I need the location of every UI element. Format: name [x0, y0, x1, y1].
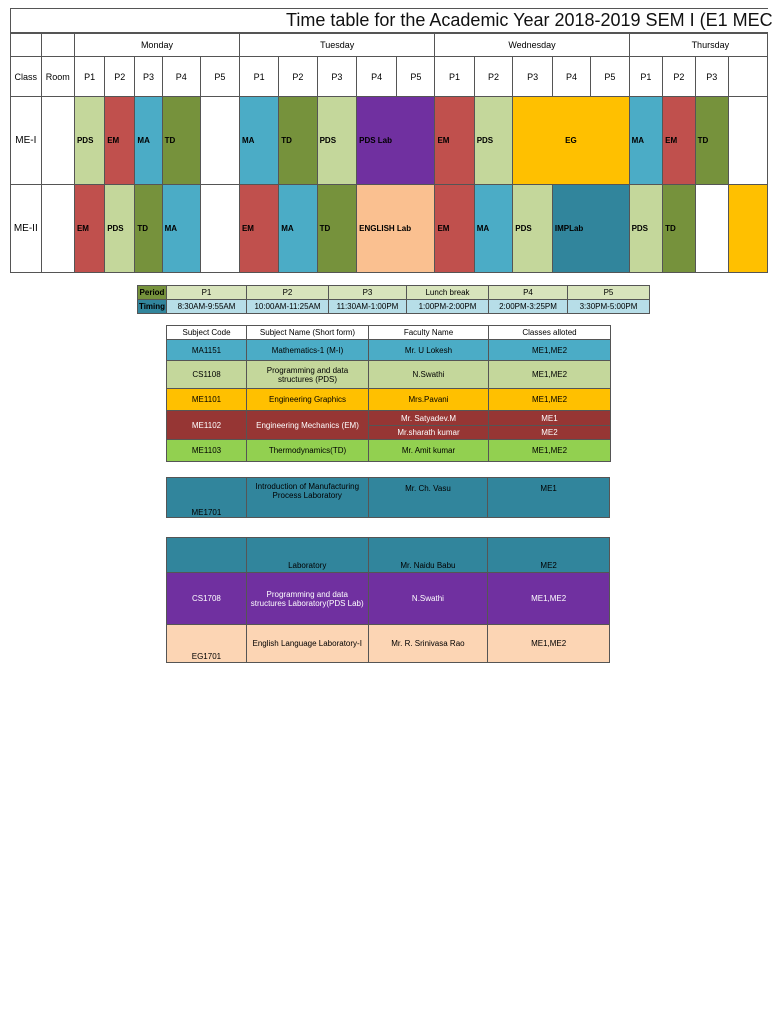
timing-value: 2:00PM-3:25PM — [489, 300, 568, 314]
subject-code: EG1701 — [167, 625, 247, 663]
classes-alloted: ME1,ME2 — [489, 361, 611, 389]
title-cell — [10, 8, 773, 33]
slot-cell: MA — [239, 97, 278, 185]
subject-code-fragment — [167, 538, 247, 573]
subject-code: ME1101 — [167, 389, 247, 411]
period-header: P1 — [74, 57, 104, 97]
period-header: P5 — [397, 57, 435, 97]
classes-alloted: ME1,ME2 — [489, 340, 611, 361]
slot-cell: TD — [317, 185, 357, 273]
period-header: P3 — [513, 57, 553, 97]
classes-alloted: ME1,ME2 — [488, 625, 610, 663]
classes-alloted: ME2 — [488, 538, 610, 573]
subject-name-continued: Laboratory — [246, 538, 368, 573]
faculty-name: N.Swathi — [369, 361, 489, 389]
day-header-wednesday: Wednesday — [435, 34, 629, 57]
class-name: ME-II — [11, 185, 42, 273]
classes-alloted: ME1,ME2 — [488, 573, 610, 625]
timing-period: P1 — [167, 286, 247, 300]
subject-header: Subject Name (Short form) — [247, 326, 369, 340]
timing-value: 1:00PM-2:00PM — [407, 300, 489, 314]
slot-cell: TD — [162, 97, 200, 185]
subject-code: MA1151 — [167, 340, 247, 361]
timing-period: P3 — [329, 286, 407, 300]
slot-cell: PDS — [513, 185, 553, 273]
faculty-name: Mr. R. Srinivasa Rao — [368, 625, 488, 663]
subject-name: Engineering Graphics — [247, 389, 369, 411]
timing-value: 8:30AM-9:55AM — [167, 300, 247, 314]
subject-table-fragment — [166, 537, 610, 663]
classes-alloted: ME1 — [488, 478, 610, 518]
subject-header: Faculty Name — [369, 326, 489, 340]
subject-code: ME1102 — [167, 411, 247, 440]
room-column-header: Room — [41, 57, 74, 97]
slot-cell: PDS — [317, 97, 357, 185]
weekly-timetable — [10, 33, 768, 273]
day-header-monday: Monday — [74, 34, 239, 57]
period-label: Period — [138, 286, 167, 300]
period-header: P4 — [552, 57, 590, 97]
timing-period: P4 — [489, 286, 568, 300]
slot-cell: MA — [162, 185, 200, 273]
class-name: ME-I — [11, 97, 42, 185]
slot-cell — [728, 185, 767, 273]
slot-cell: PDS — [105, 185, 135, 273]
subject-table-continued — [166, 550, 610, 662]
slot-cell: PDS — [474, 97, 513, 185]
period-header: P1 — [239, 57, 278, 97]
slot-cell: PDS — [74, 97, 104, 185]
period-header: P2 — [279, 57, 317, 97]
timing-label: Timing — [138, 300, 167, 314]
slot-cell: EM — [663, 97, 695, 185]
faculty-name: Mr. Satyadev.M — [369, 411, 489, 426]
subject-header: Classes alloted — [489, 326, 611, 340]
period-header: P3 — [695, 57, 728, 97]
slot-cell-empty — [728, 97, 767, 185]
period-header: P1 — [435, 57, 474, 97]
period-header: P2 — [474, 57, 513, 97]
slot-cell: MA — [279, 185, 317, 273]
subject-name: Engineering Mechanics (EM) — [247, 411, 369, 440]
slot-cell-empty — [200, 185, 239, 273]
subject-header: Subject Code — [167, 326, 247, 340]
room-cell — [41, 97, 74, 185]
slot-cell-lab: IMPLab — [552, 185, 629, 273]
slot-cell: EM — [105, 97, 135, 185]
classes-alloted: ME1 — [489, 411, 611, 426]
classes-alloted: ME2 — [489, 426, 611, 440]
period-header: P5 — [591, 57, 629, 97]
slot-cell-empty — [200, 97, 239, 185]
slot-cell: MA — [629, 97, 663, 185]
classes-alloted: ME1,ME2 — [489, 440, 611, 462]
corner-cell — [11, 34, 42, 57]
slot-cell: PDS — [629, 185, 663, 273]
period-timing-table — [137, 285, 650, 314]
period-header: P5 — [200, 57, 239, 97]
subject-table-fragment — [166, 477, 610, 518]
faculty-name: N.Swathi — [368, 573, 488, 625]
slot-cell-eg: EG — [513, 97, 629, 185]
faculty-name: Mr. Naidu Babu — [368, 538, 488, 573]
slot-cell: MA — [474, 185, 513, 273]
subject-name: English Language Laboratory-I — [246, 625, 368, 663]
corner-cell — [41, 34, 74, 57]
slot-cell: TD — [695, 97, 728, 185]
slot-cell-lab: PDS Lab — [357, 97, 435, 185]
period-header — [728, 57, 767, 97]
slot-cell: EM — [74, 185, 104, 273]
slot-cell: EM — [435, 97, 474, 185]
slot-cell: TD — [135, 185, 162, 273]
subject-name: Introduction of Manufacturing Process Laboratory — [246, 478, 368, 518]
faculty-name: Mrs.Pavani — [369, 389, 489, 411]
day-header-thursday: Thursday — [629, 34, 767, 57]
subject-code: CS1708 — [167, 573, 247, 625]
slot-cell: TD — [663, 185, 695, 273]
manufacturing-row-top — [166, 477, 610, 517]
faculty-name: Mr. U Lokesh — [369, 340, 489, 361]
faculty-name: Mr. Amit kumar — [369, 440, 489, 462]
room-cell — [41, 185, 74, 273]
period-header: P3 — [135, 57, 162, 97]
timing-value: 11:30AM-1:00PM — [329, 300, 407, 314]
period-header: P3 — [317, 57, 357, 97]
timing-period: P5 — [568, 286, 650, 300]
timing-value: 10:00AM-11:25AM — [247, 300, 329, 314]
slot-cell: EM — [435, 185, 474, 273]
slot-cell: MA — [135, 97, 162, 185]
subject-code: CS1108 — [167, 361, 247, 389]
faculty-name: Mr. Ch. Vasu — [368, 478, 488, 518]
slot-cell-lab: ENGLISH Lab — [357, 185, 435, 273]
period-header: P2 — [663, 57, 695, 97]
slot-cell-empty — [695, 185, 728, 273]
period-header: P4 — [357, 57, 397, 97]
subject-code: ME1701 — [167, 478, 247, 518]
subject-table — [166, 325, 611, 462]
subject-code: ME1103 — [167, 440, 247, 462]
period-header: P1 — [629, 57, 663, 97]
class-column-header: Class — [11, 57, 42, 97]
subject-name: Thermodynamics(TD) — [247, 440, 369, 462]
subject-name: Programming and data structures (PDS) — [247, 361, 369, 389]
slot-cell: EM — [239, 185, 278, 273]
subject-name: Programming and data structures Laboratory(PDS Lab) — [246, 573, 368, 625]
page-title: Time table for the Academic Year 2018-2019 SEM I (E1 MEC — [286, 10, 773, 30]
faculty-name: Mr.sharath kumar — [369, 426, 489, 440]
subject-name: Mathematics-1 (M-I) — [247, 340, 369, 361]
timing-period: P2 — [247, 286, 329, 300]
day-header-tuesday: Tuesday — [239, 34, 434, 57]
classes-alloted: ME1,ME2 — [489, 389, 611, 411]
period-header: P2 — [105, 57, 135, 97]
timing-period: Lunch break — [407, 286, 489, 300]
slot-cell: TD — [279, 97, 317, 185]
period-header: P4 — [162, 57, 200, 97]
timing-value: 3:30PM-5:00PM — [568, 300, 650, 314]
